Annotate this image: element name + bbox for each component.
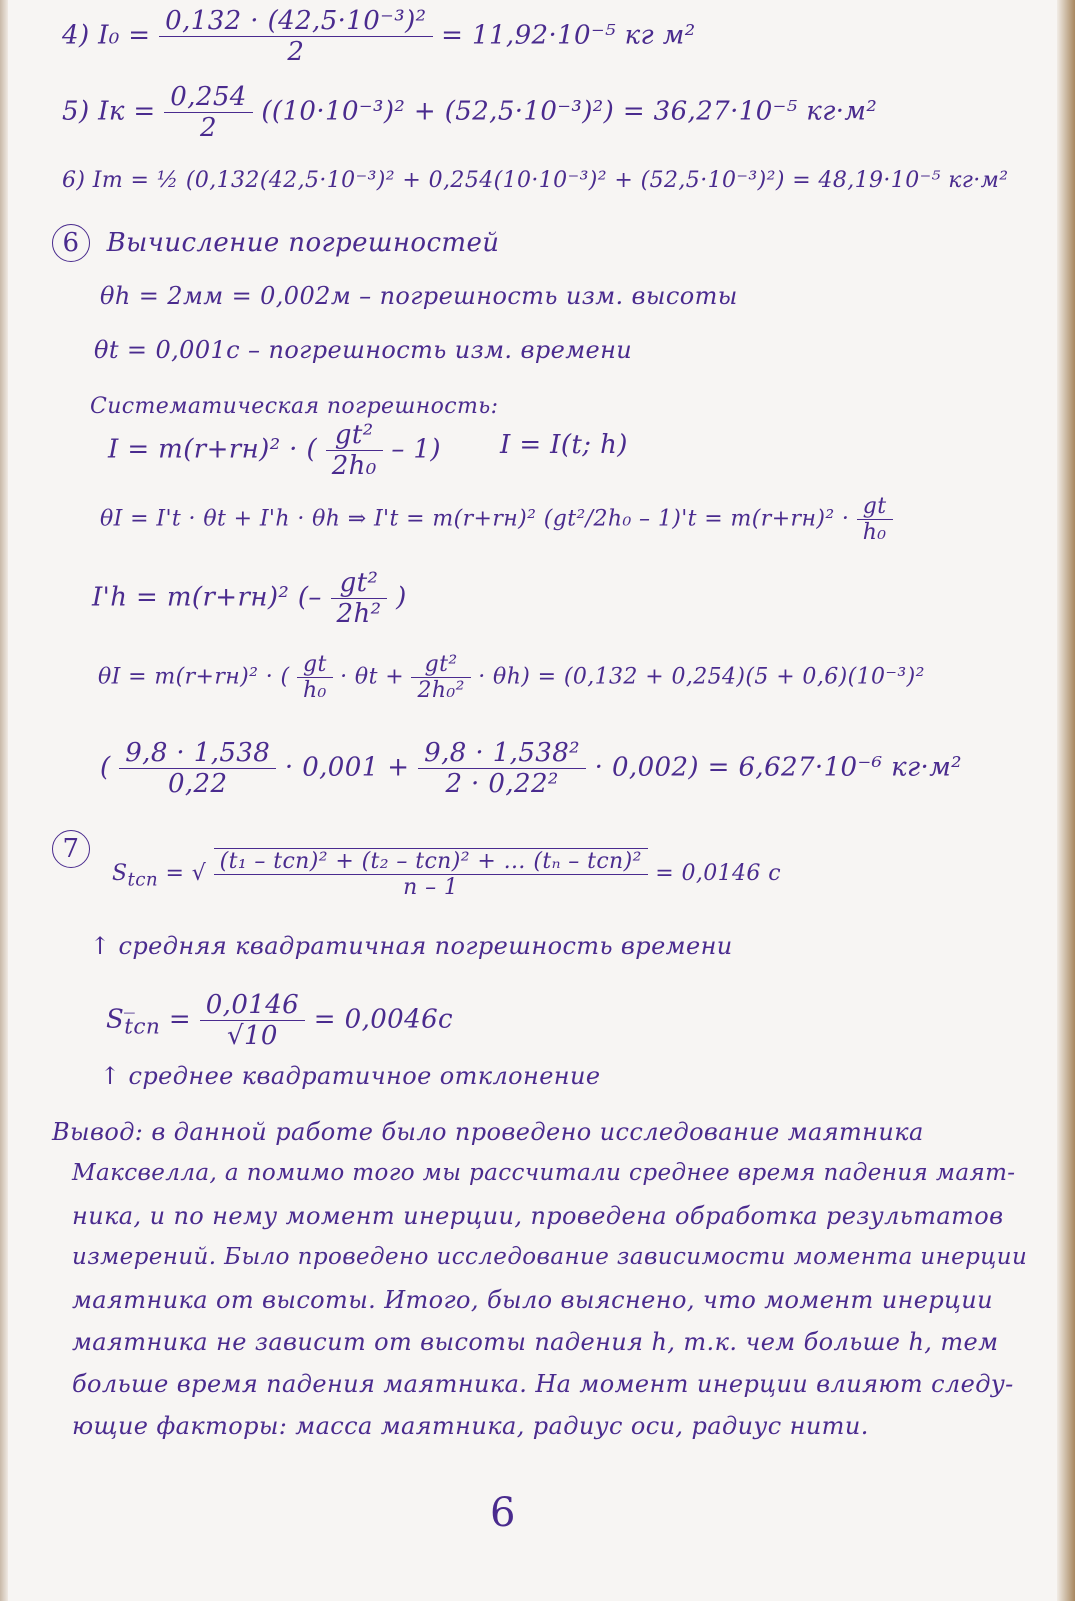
std-dev-equals-root: = √ [165,861,207,886]
formula-4-lhs: 4) I₀ = [62,20,160,51]
formula-5-denominator: 2 [200,113,217,143]
std-dev-formula [112,848,781,900]
formula-5 [62,82,877,143]
conclusion-line-7: больше время падения маятника. На момент инерции влияют следу- [72,1370,1014,1398]
std-mean-denominator: √10 [226,1021,278,1051]
theta-total-fraction-2 [411,652,470,703]
theta-numeric-numerator-2: 9,8 · 1,538² [418,738,586,769]
systematic-error-label: Систематическая погрешность: [90,394,499,419]
theta-numeric-denominator-1: 0,22 [167,769,228,799]
std-dev-symbol: S [112,861,128,886]
theta-total [98,652,925,703]
moment-formula-left: I = m(r+rн)² · ( [108,434,318,465]
theta-derivative-t-expr: θI = I't · θt + I'h · θh ⇒ I't = m(r+rн)² (gt²/2h₀ – 1)'t = m(r+rн)² · [100,506,850,532]
formula-5-lhs: 5) Iк = [62,96,165,127]
std-mean-result: = 0,0046c [313,1004,453,1035]
derivative-h-fraction [331,568,388,629]
derivative-h-denominator: 2h² [336,599,382,629]
std-mean-fraction [200,990,305,1051]
std-mean-formula: $S_{t̅сп}$ = $\frac{0,0146}{√10}$ = 0,0046c [106,990,453,1051]
formula-4 [62,6,696,67]
theta-total-left: θI = m(r+rн)² · ( [98,664,290,690]
moment-formula-numerator: gt² [326,420,383,451]
theta-total-numerator-1: gt [297,652,333,678]
std-dev-subscript: tсп [127,869,159,891]
section-6-title: Вычисление погрешностей [106,228,500,258]
conclusion-line-2: Максвелла, а помимо того мы рассчитали среднее время падения маят- [72,1160,1016,1186]
theta-total-right: · θh) = (0,132 + 0,254)(5 + 0,6)(10⁻³)² [478,664,925,690]
std-mean-symbol: S [106,1004,125,1035]
derivative-h [92,568,407,629]
theta-total-numerator-2: gt² [411,652,470,678]
conclusion-line-5: маятника от высоты. Итого, было выяснено, что момент инерции [72,1286,993,1314]
conclusion-line-6: маятника не зависит от высоты падения h, т.к. чем больше h, тем [72,1328,999,1356]
section-7-number: 7 [52,830,90,868]
theta-derivative-t-numerator: gt [857,494,893,520]
std-mean-subscript: t̅сп [124,1014,161,1040]
std-dev-denominator: n – 1 [403,875,459,900]
moment-formula-fraction [326,420,383,481]
note-std-mean: ↑ среднее квадратичное отклонение [100,1062,601,1090]
formula-5-numerator: 0,254 [164,82,252,113]
formula-4-denominator: 2 [287,37,305,67]
section-7-heading [52,830,98,868]
formula-5-fraction [164,82,252,143]
theta-derivative-t-denominator: h₀ [862,520,887,545]
theta-total-denominator-1: h₀ [302,678,327,703]
derivative-h-numerator: gt² [331,568,388,599]
conclusion-line-1: Вывод: в данной работе было проведено исследование маятника [52,1118,924,1146]
theta-numeric-middle: · 0,001 + [284,752,410,783]
derivative-h-end: ) [396,582,407,613]
std-dev-result: = 0,0146 c [655,861,781,886]
theta-numeric-numerator-1: 9,8 · 1,538 [119,738,276,769]
theta-numeric [100,738,962,799]
std-mean-numerator: 0,0146 [200,990,305,1021]
moment-function: I = I(t; h) [500,430,628,460]
theta-total-middle: · θt + [340,664,405,690]
moment-formula-denominator: 2h₀ [331,451,377,481]
formula-4-result: = 11,92·10⁻⁵ кг м² [441,20,696,51]
theta-numeric-open: ( [100,752,111,783]
theta-derivative-t-fraction [857,494,893,545]
section-6-heading [52,224,499,262]
theta-derivative-t [100,494,893,545]
formula-5-result: ((10·10⁻³)² + (52,5·10⁻³)²) = 36,27·10⁻⁵ кг·м² [261,96,878,127]
theta-numeric-fraction-1 [119,738,276,799]
moment-formula [108,420,441,481]
theta-total-denominator-2: 2h₀² [417,678,465,703]
formula-4-numerator: 0,132 · (42,5·10⁻³)² [159,6,432,37]
page-number: 6 [490,1490,516,1536]
std-dev-numerator: (t₁ – tсп)² + (t₂ – tсп)² + … (tₙ – tсп)² [214,849,648,875]
theta-total-fraction-1 [297,652,333,703]
formula-6: 6) Iт = ½ (0,132(42,5·10⁻³)² + 0,254(10·10⁻³)² + (52,5·10⁻³)²) = 48,19·10⁻⁵ кг·м² [62,168,1009,193]
theta-numeric-denominator-2: 2 · 0,22² [445,769,559,799]
moment-formula-right: – 1) [391,434,441,465]
std-dev-fraction [214,848,648,900]
conclusion-line-3: ника, и по нему момент инерции, проведена обработка результатов [72,1202,1004,1230]
conclusion-line-4: измерений. Было проведено исследование зависимости момента инерции [72,1244,1028,1270]
conclusion-line-8: ющие факторы: масса маятника, радиус оси, радиус нити. [72,1412,869,1440]
theta-numeric-fraction-2 [418,738,586,799]
theta-numeric-result: · 0,002) = 6,627·10⁻⁶ кг·м² [594,752,962,783]
section-6-number: 6 [52,224,90,262]
theta-t-line: θt = 0,001c – погрешность изм. времени [94,336,633,364]
formula-4-fraction [159,6,432,67]
note-std-dev-time: ↑ средняя квадратичная погрешность времени [90,932,733,960]
theta-h-line: θh = 2мм = 0,002м – погрешность изм. высоты [100,282,738,310]
derivative-h-left: I'h = m(r+rн)² (– [92,582,322,613]
